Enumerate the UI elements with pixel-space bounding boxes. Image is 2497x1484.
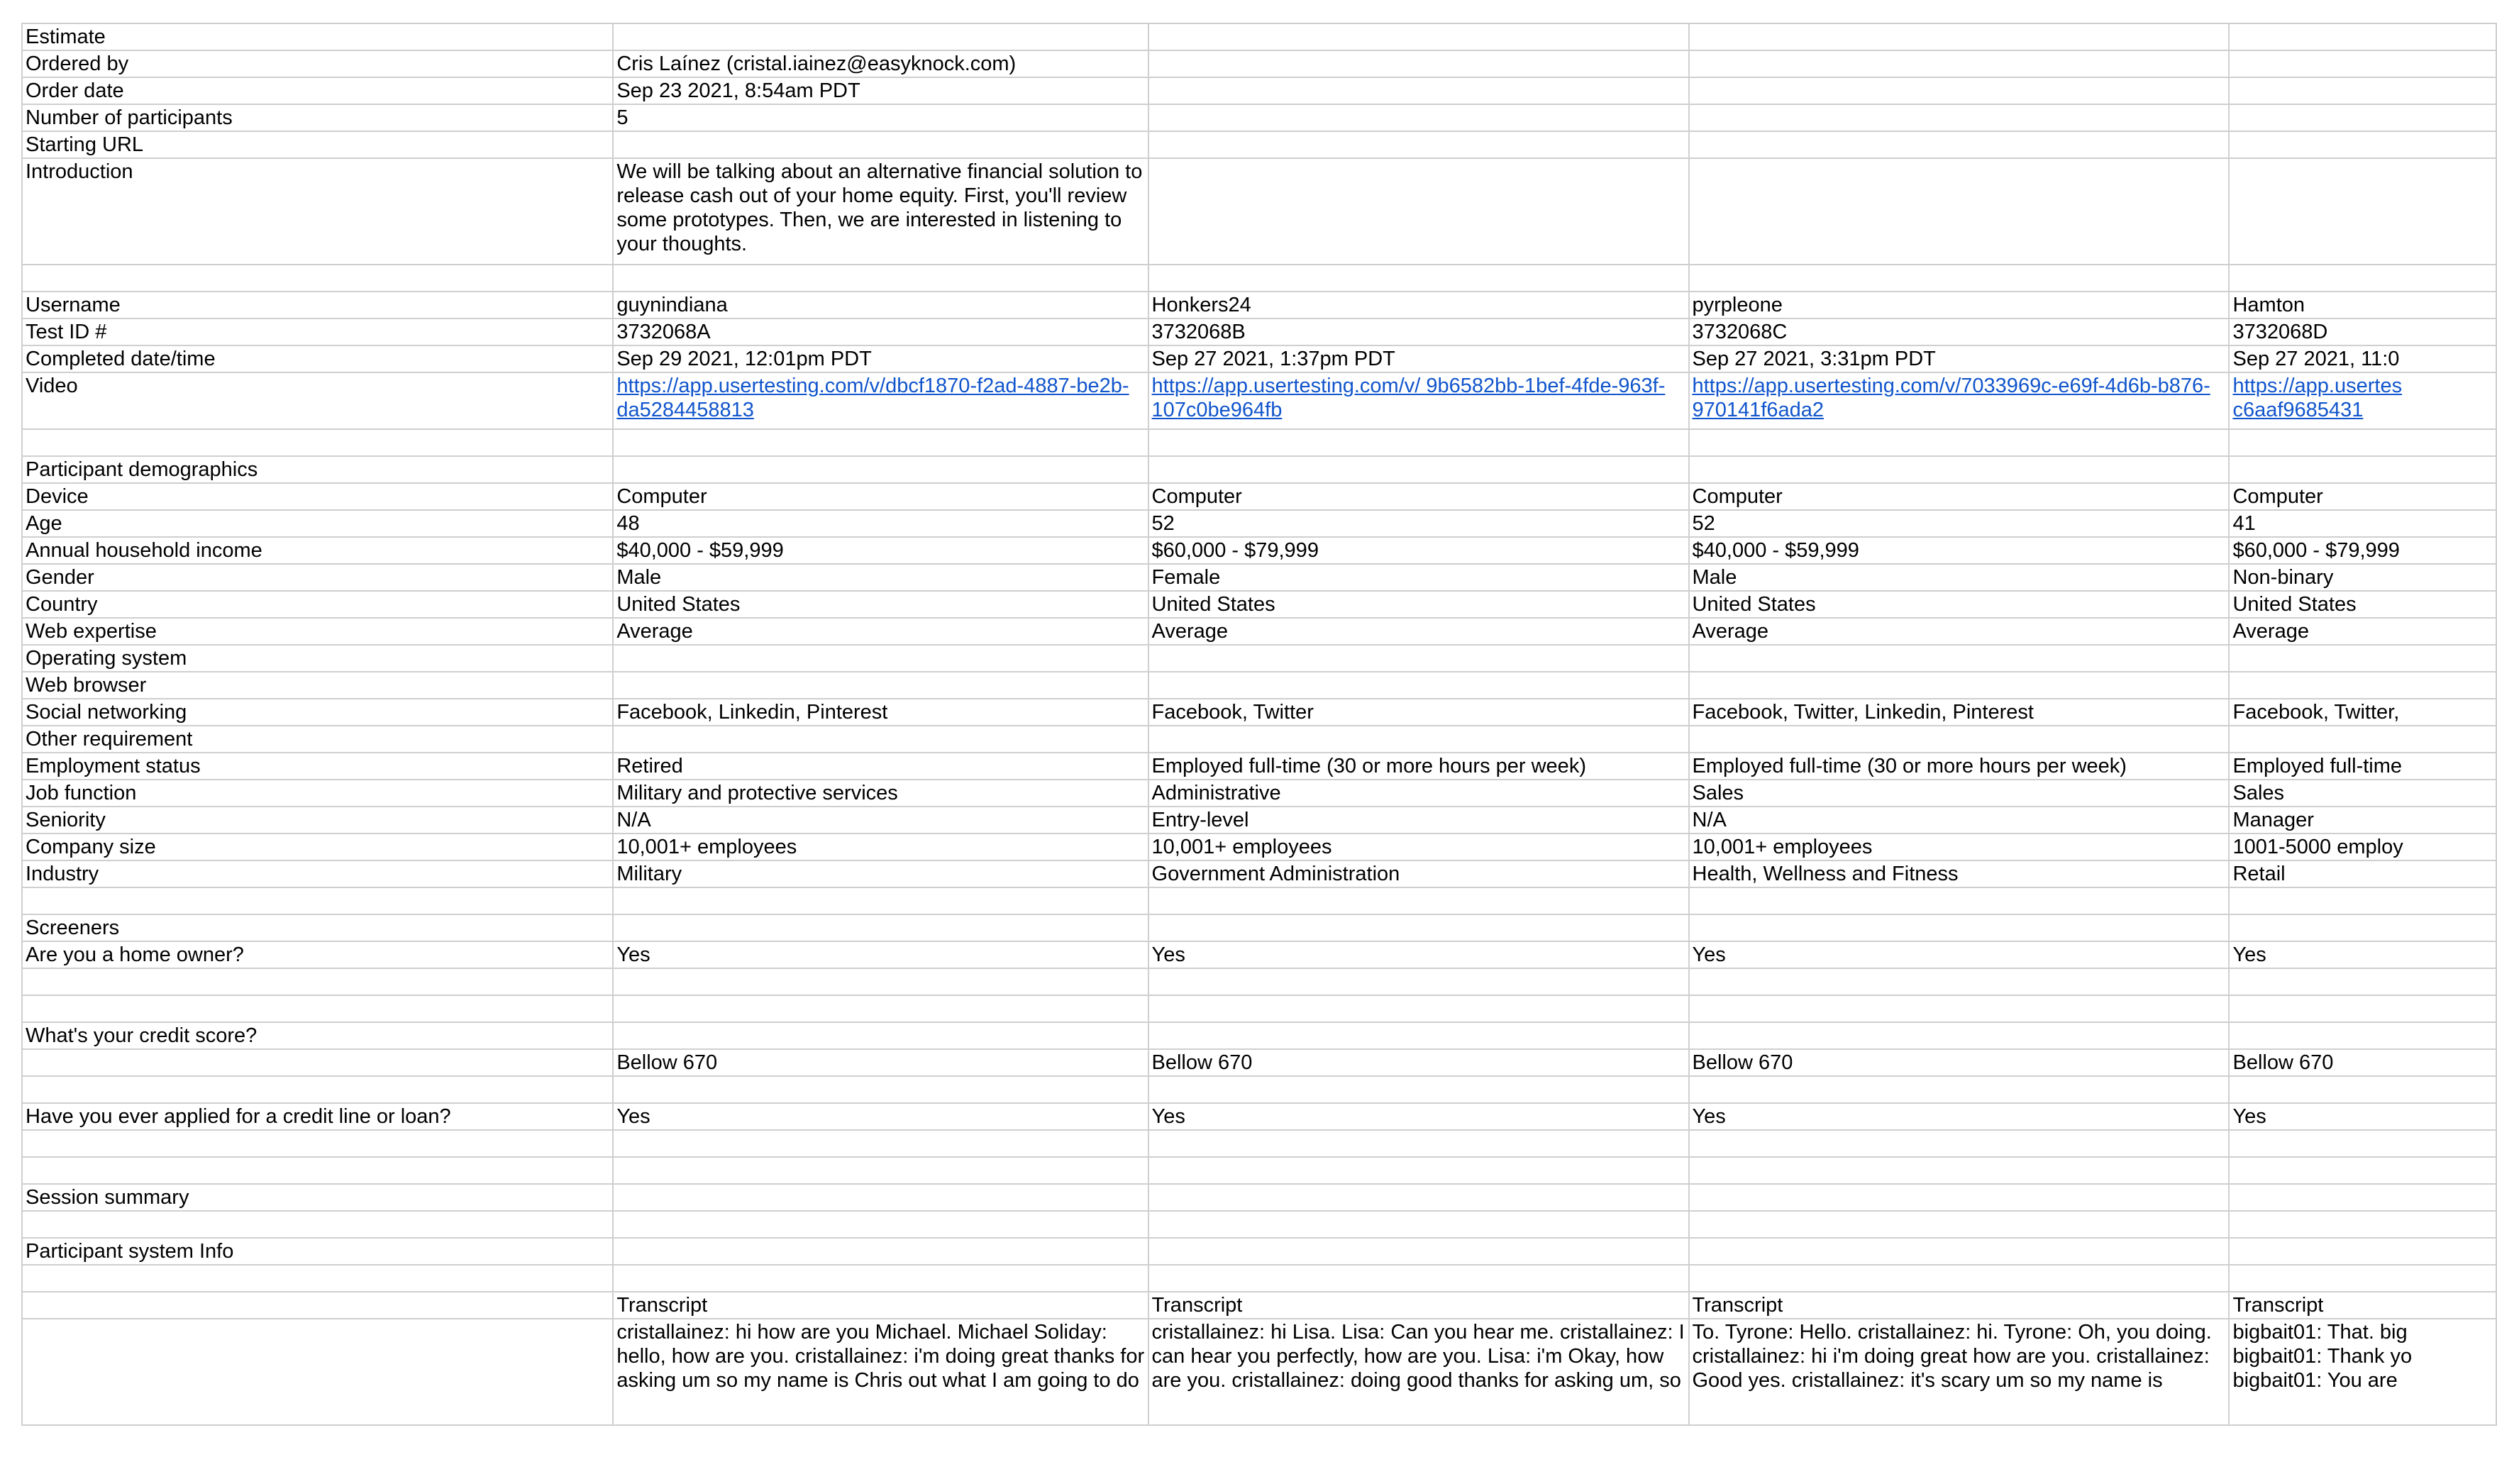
value-cell[interactable]: Bellow 670 bbox=[2229, 1049, 2496, 1076]
sheet-body bbox=[22, 23, 2496, 1425]
value-cell[interactable] bbox=[1148, 672, 1689, 699]
sheet-row bbox=[22, 1238, 2496, 1265]
value-cell[interactable]: 41 bbox=[2229, 510, 2496, 537]
row-label-cell[interactable]: Participant demographics bbox=[22, 456, 613, 483]
sheet-row bbox=[22, 456, 2496, 483]
value-cell[interactable] bbox=[2229, 887, 2496, 914]
value-cell[interactable] bbox=[1148, 131, 1689, 158]
value-cell[interactable] bbox=[613, 887, 1148, 914]
value-cell[interactable]: Sep 27 2021, 3:31pm PDT bbox=[1689, 345, 2230, 372]
sheet-row bbox=[22, 834, 2496, 860]
row-label-cell[interactable]: Other requirement bbox=[22, 726, 613, 753]
value-cell[interactable]: Bellow 670 bbox=[1148, 1049, 1689, 1076]
video-link[interactable]: https://app.usertesting.com/v/ 9b6582bb-1bef-4fde-963f-107c0be964fb bbox=[1151, 375, 1666, 421]
value-cell[interactable] bbox=[1689, 1211, 2230, 1238]
value-cell[interactable]: 52 bbox=[1148, 510, 1689, 537]
value-cell[interactable] bbox=[2229, 1130, 2496, 1157]
value-cell[interactable]: We will be talking about an alternative financial solution to release cash out of your home equity. First, you'll review some prototypes. Then, we are interested in listening to your thoughts. bbox=[613, 158, 1148, 265]
value-cell[interactable] bbox=[1148, 645, 1689, 672]
sheet-row bbox=[22, 265, 2496, 292]
sheet-row bbox=[22, 995, 2496, 1022]
value-cell[interactable]: 10,001+ employees bbox=[613, 834, 1148, 860]
sheet-row bbox=[22, 77, 2496, 104]
value-cell[interactable]: Yes bbox=[613, 941, 1148, 968]
value-cell[interactable] bbox=[1689, 131, 2230, 158]
spreadsheet-grid bbox=[21, 23, 2497, 1426]
value-cell[interactable]: Average bbox=[2229, 618, 2496, 645]
row-label-cell[interactable]: Are you a home owner? bbox=[22, 941, 613, 968]
row-label-cell[interactable]: Operating system bbox=[22, 645, 613, 672]
value-cell[interactable]: 3732068A bbox=[613, 319, 1148, 345]
sheet-row bbox=[22, 292, 2496, 319]
row-label-cell[interactable]: Social networking bbox=[22, 699, 613, 726]
value-cell[interactable]: Average bbox=[1689, 618, 2230, 645]
value-cell[interactable] bbox=[1148, 265, 1689, 292]
value-cell[interactable] bbox=[1689, 914, 2230, 941]
video-link-cell[interactable] bbox=[1148, 372, 1689, 429]
value-cell[interactable]: Computer bbox=[613, 483, 1148, 510]
sheet-row bbox=[22, 23, 2496, 50]
sheet-row bbox=[22, 104, 2496, 131]
value-cell[interactable]: Yes bbox=[2229, 941, 2496, 968]
value-cell[interactable]: Employed full-time bbox=[2229, 753, 2496, 780]
value-cell[interactable] bbox=[1689, 50, 2230, 77]
value-cell[interactable]: $40,000 - $59,999 bbox=[613, 537, 1148, 564]
value-cell[interactable] bbox=[613, 265, 1148, 292]
video-link[interactable]: https://app.usertes c6aaf9685431 bbox=[2232, 375, 2403, 421]
value-cell[interactable]: Facebook, Twitter, Linkedin, Pinterest bbox=[1689, 699, 2230, 726]
value-cell[interactable] bbox=[2229, 1211, 2496, 1238]
value-cell[interactable] bbox=[1689, 456, 2230, 483]
value-cell[interactable] bbox=[1148, 995, 1689, 1022]
value-cell[interactable]: bigbait01: That. big bigbait01: Thank yo bigbait01: You are bbox=[2229, 1319, 2496, 1425]
value-cell[interactable] bbox=[2229, 914, 2496, 941]
sheet-row bbox=[22, 537, 2496, 564]
value-cell[interactable]: Average bbox=[613, 618, 1148, 645]
value-cell[interactable] bbox=[1689, 968, 2230, 995]
sheet-row bbox=[22, 645, 2496, 672]
row-label-cell[interactable]: Estimate bbox=[22, 23, 613, 50]
value-cell[interactable]: United States bbox=[1689, 591, 2230, 618]
value-cell[interactable] bbox=[2229, 1184, 2496, 1211]
value-cell[interactable] bbox=[613, 1076, 1148, 1103]
value-cell[interactable] bbox=[613, 429, 1148, 456]
sheet-row bbox=[22, 807, 2496, 834]
value-cell[interactable] bbox=[2229, 23, 2496, 50]
sheet-row bbox=[22, 1211, 2496, 1238]
value-cell[interactable] bbox=[1148, 158, 1689, 265]
value-cell[interactable] bbox=[2229, 1022, 2496, 1049]
row-label-cell[interactable]: Introduction bbox=[22, 158, 613, 265]
row-label-cell[interactable]: Country bbox=[22, 591, 613, 618]
row-label-cell[interactable] bbox=[22, 429, 613, 456]
sheet-row bbox=[22, 753, 2496, 780]
row-label-cell[interactable] bbox=[22, 968, 613, 995]
value-cell[interactable] bbox=[1148, 456, 1689, 483]
value-cell[interactable] bbox=[613, 914, 1148, 941]
value-cell[interactable]: To. Tyrone: Hello. cristallainez: hi. Tyrone: Oh, you doing. cristallainez: hi i'm doing great how are you. cristallainez: Good yes. cristallainez: it's scary um so my name is bbox=[1689, 1319, 2230, 1425]
value-cell[interactable] bbox=[1689, 158, 2230, 265]
value-cell[interactable] bbox=[2229, 1238, 2496, 1265]
value-cell[interactable]: Sep 27 2021, 1:37pm PDT bbox=[1148, 345, 1689, 372]
value-cell[interactable] bbox=[1148, 968, 1689, 995]
value-cell[interactable]: Hamton bbox=[2229, 292, 2496, 319]
row-label-cell[interactable]: Ordered by bbox=[22, 50, 613, 77]
value-cell[interactable] bbox=[1148, 1211, 1689, 1238]
row-label-cell[interactable] bbox=[22, 265, 613, 292]
value-cell[interactable] bbox=[2229, 77, 2496, 104]
row-label-cell[interactable]: Username bbox=[22, 292, 613, 319]
row-label-cell[interactable] bbox=[22, 1049, 613, 1076]
sheet-row bbox=[22, 699, 2496, 726]
sheet-row bbox=[22, 158, 2496, 265]
value-cell[interactable] bbox=[1148, 914, 1689, 941]
value-cell[interactable]: Facebook, Linkedin, Pinterest bbox=[613, 699, 1148, 726]
value-cell[interactable]: Transcript bbox=[1148, 1292, 1689, 1319]
value-cell[interactable]: Manager bbox=[2229, 807, 2496, 834]
value-cell[interactable]: Military bbox=[613, 860, 1148, 887]
sheet-row bbox=[22, 1319, 2496, 1425]
value-cell[interactable] bbox=[613, 1211, 1148, 1238]
value-cell[interactable] bbox=[1689, 265, 2230, 292]
value-cell[interactable]: Sep 23 2021, 8:54am PDT bbox=[613, 77, 1148, 104]
value-cell[interactable]: $60,000 - $79,999 bbox=[2229, 537, 2496, 564]
value-cell[interactable]: N/A bbox=[1689, 807, 2230, 834]
sheet-row bbox=[22, 510, 2496, 537]
sheet-row bbox=[22, 1103, 2496, 1130]
row-label-cell[interactable] bbox=[22, 1265, 613, 1292]
value-cell[interactable] bbox=[1148, 1238, 1689, 1265]
value-cell[interactable] bbox=[1148, 1130, 1689, 1157]
value-cell[interactable] bbox=[2229, 429, 2496, 456]
sheet-row bbox=[22, 1184, 2496, 1211]
value-cell[interactable] bbox=[2229, 456, 2496, 483]
value-cell[interactable] bbox=[2229, 104, 2496, 131]
value-cell[interactable] bbox=[613, 131, 1148, 158]
value-cell[interactable] bbox=[613, 1265, 1148, 1292]
value-cell[interactable]: Employed full-time (30 or more hours per week) bbox=[1148, 753, 1689, 780]
value-cell[interactable]: Sep 29 2021, 12:01pm PDT bbox=[613, 345, 1148, 372]
value-cell[interactable]: 10,001+ employees bbox=[1148, 834, 1689, 860]
value-cell[interactable]: N/A bbox=[613, 807, 1148, 834]
row-label-cell[interactable]: Web expertise bbox=[22, 618, 613, 645]
value-cell[interactable]: Yes bbox=[1689, 941, 2230, 968]
value-cell[interactable]: 5 bbox=[613, 104, 1148, 131]
value-cell[interactable] bbox=[2229, 131, 2496, 158]
value-cell[interactable]: Honkers24 bbox=[1148, 292, 1689, 319]
value-cell[interactable]: Computer bbox=[1689, 483, 2230, 510]
value-cell[interactable] bbox=[613, 645, 1148, 672]
value-cell[interactable]: Sep 27 2021, 11:0 bbox=[2229, 345, 2496, 372]
sheet-row bbox=[22, 564, 2496, 591]
sheet-row bbox=[22, 1292, 2496, 1319]
value-cell[interactable] bbox=[1148, 23, 1689, 50]
value-cell[interactable] bbox=[613, 726, 1148, 753]
value-cell[interactable] bbox=[2229, 50, 2496, 77]
value-cell[interactable]: 10,001+ employees bbox=[1689, 834, 2230, 860]
value-cell[interactable] bbox=[613, 1022, 1148, 1049]
value-cell[interactable] bbox=[1148, 887, 1689, 914]
video-link[interactable]: https://app.usertesting.com/v/dbcf1870-f2ad-4887-be2b-da5284458813 bbox=[616, 375, 1129, 421]
row-label-cell[interactable]: Completed date/time bbox=[22, 345, 613, 372]
row-label-cell[interactable]: Job function bbox=[22, 780, 613, 807]
row-label-cell[interactable] bbox=[22, 995, 613, 1022]
row-label-cell[interactable] bbox=[22, 1076, 613, 1103]
row-label-cell[interactable]: Company size bbox=[22, 834, 613, 860]
value-cell[interactable]: 1001-5000 employ bbox=[2229, 834, 2496, 860]
row-label-cell[interactable]: Gender bbox=[22, 564, 613, 591]
row-label-cell[interactable]: Have you ever applied for a credit line or loan? bbox=[22, 1103, 613, 1130]
value-cell[interactable]: Computer bbox=[1148, 483, 1689, 510]
sheet-row bbox=[22, 1049, 2496, 1076]
value-cell[interactable] bbox=[613, 1130, 1148, 1157]
value-cell[interactable]: Male bbox=[1689, 564, 2230, 591]
value-cell[interactable] bbox=[613, 1157, 1148, 1184]
row-label-cell[interactable]: Number of participants bbox=[22, 104, 613, 131]
value-cell[interactable] bbox=[613, 968, 1148, 995]
row-label-cell[interactable]: Seniority bbox=[22, 807, 613, 834]
value-cell[interactable] bbox=[1689, 726, 2230, 753]
value-cell[interactable]: cristallainez: hi Lisa. Lisa: Can you hear me. cristallainez: I can hear you perfectly, how are you. Lisa: i'm Okay, how are you. cristallainez: doing good thanks for asking um, so bbox=[1148, 1319, 1689, 1425]
row-label-cell[interactable] bbox=[22, 1157, 613, 1184]
value-cell[interactable]: Military and protective services bbox=[613, 780, 1148, 807]
value-cell[interactable] bbox=[2229, 158, 2496, 265]
value-cell[interactable]: 3732068B bbox=[1148, 319, 1689, 345]
value-cell[interactable] bbox=[1148, 1076, 1689, 1103]
row-label-cell[interactable]: Web browser bbox=[22, 672, 613, 699]
value-cell[interactable]: Yes bbox=[613, 1103, 1148, 1130]
value-cell[interactable] bbox=[2229, 1265, 2496, 1292]
value-cell[interactable]: Yes bbox=[1689, 1103, 2230, 1130]
row-label-cell[interactable]: Industry bbox=[22, 860, 613, 887]
sheet-row bbox=[22, 1022, 2496, 1049]
value-cell[interactable]: Employed full-time (30 or more hours per week) bbox=[1689, 753, 2230, 780]
value-cell[interactable] bbox=[1148, 77, 1689, 104]
value-cell[interactable]: Bellow 670 bbox=[613, 1049, 1148, 1076]
value-cell[interactable] bbox=[613, 672, 1148, 699]
value-cell[interactable]: Facebook, Twitter bbox=[1148, 699, 1689, 726]
row-label-cell[interactable]: Session summary bbox=[22, 1184, 613, 1211]
value-cell[interactable] bbox=[2229, 1157, 2496, 1184]
value-cell[interactable] bbox=[1689, 77, 2230, 104]
value-cell[interactable]: cristallainez: hi how are you Michael. Michael Soliday: hello, how are you. cristallainez: i'm doing great thanks for asking um so my name is Chris out what I am going to do bbox=[613, 1319, 1148, 1425]
row-label-cell[interactable]: Test ID # bbox=[22, 319, 613, 345]
value-cell[interactable] bbox=[2229, 726, 2496, 753]
value-cell[interactable] bbox=[2229, 672, 2496, 699]
value-cell[interactable] bbox=[1148, 1022, 1689, 1049]
value-cell[interactable] bbox=[1148, 50, 1689, 77]
value-cell[interactable]: Government Administration bbox=[1148, 860, 1689, 887]
sheet-row bbox=[22, 887, 2496, 914]
value-cell[interactable] bbox=[1689, 1130, 2230, 1157]
value-cell[interactable]: Sales bbox=[1689, 780, 2230, 807]
value-cell[interactable] bbox=[2229, 995, 2496, 1022]
value-cell[interactable] bbox=[613, 23, 1148, 50]
value-cell[interactable] bbox=[613, 995, 1148, 1022]
value-cell[interactable]: Entry-level bbox=[1148, 807, 1689, 834]
sheet-row bbox=[22, 1157, 2496, 1184]
row-label-cell[interactable]: Video bbox=[22, 372, 613, 429]
row-label-cell[interactable]: Starting URL bbox=[22, 131, 613, 158]
value-cell[interactable] bbox=[1148, 104, 1689, 131]
value-cell[interactable] bbox=[1689, 429, 2230, 456]
value-cell[interactable] bbox=[2229, 968, 2496, 995]
sheet-row bbox=[22, 345, 2496, 372]
value-cell[interactable] bbox=[2229, 645, 2496, 672]
row-label-cell[interactable] bbox=[22, 1130, 613, 1157]
sheet-row bbox=[22, 914, 2496, 941]
value-cell[interactable]: United States bbox=[2229, 591, 2496, 618]
value-cell[interactable] bbox=[613, 1238, 1148, 1265]
row-label-cell[interactable]: What's your credit score? bbox=[22, 1022, 613, 1049]
value-cell[interactable]: Transcript bbox=[613, 1292, 1148, 1319]
value-cell[interactable] bbox=[1689, 23, 2230, 50]
value-cell[interactable] bbox=[613, 456, 1148, 483]
value-cell[interactable]: Health, Wellness and Fitness bbox=[1689, 860, 2230, 887]
row-label-cell[interactable]: Screeners bbox=[22, 914, 613, 941]
value-cell[interactable]: Non-binary bbox=[2229, 564, 2496, 591]
value-cell[interactable]: Retail bbox=[2229, 860, 2496, 887]
value-cell[interactable] bbox=[1689, 995, 2230, 1022]
row-label-cell[interactable]: Employment status bbox=[22, 753, 613, 780]
value-cell[interactable]: United States bbox=[613, 591, 1148, 618]
value-cell[interactable]: Retired bbox=[613, 753, 1148, 780]
value-cell[interactable]: guynindiana bbox=[613, 292, 1148, 319]
sheet-row bbox=[22, 968, 2496, 995]
sheet-row bbox=[22, 672, 2496, 699]
row-label-cell[interactable]: Annual household income bbox=[22, 537, 613, 564]
row-label-cell[interactable] bbox=[22, 1319, 613, 1425]
sheet-row bbox=[22, 131, 2496, 158]
video-link[interactable]: https://app.usertesting.com/v/7033969c-e69f-4d6b-b876-970141f6ada2 bbox=[1692, 375, 2210, 421]
value-cell[interactable]: pyrpleone bbox=[1689, 292, 2230, 319]
video-link-cell[interactable] bbox=[2229, 372, 2496, 429]
video-link-cell[interactable] bbox=[613, 372, 1148, 429]
sheet-row bbox=[22, 319, 2496, 345]
value-cell[interactable] bbox=[1689, 672, 2230, 699]
value-cell[interactable]: 52 bbox=[1689, 510, 2230, 537]
value-cell[interactable]: 3732068C bbox=[1689, 319, 2230, 345]
row-label-cell[interactable] bbox=[22, 887, 613, 914]
value-cell[interactable]: Yes bbox=[2229, 1103, 2496, 1130]
sheet-row bbox=[22, 591, 2496, 618]
value-cell[interactable] bbox=[1148, 1184, 1689, 1211]
sheet-row bbox=[22, 1265, 2496, 1292]
value-cell[interactable]: Yes bbox=[1148, 941, 1689, 968]
value-cell[interactable] bbox=[1148, 1265, 1689, 1292]
sheet-row bbox=[22, 429, 2496, 456]
value-cell[interactable]: 48 bbox=[613, 510, 1148, 537]
value-cell[interactable] bbox=[1689, 1265, 2230, 1292]
value-cell[interactable]: Facebook, Twitter, bbox=[2229, 699, 2496, 726]
value-cell[interactable] bbox=[1148, 429, 1689, 456]
sheet-row bbox=[22, 618, 2496, 645]
value-cell[interactable]: Female bbox=[1148, 564, 1689, 591]
value-cell[interactable]: Cris Laínez (cristal.iainez@easyknock.com) bbox=[613, 50, 1148, 77]
value-cell[interactable] bbox=[1689, 645, 2230, 672]
value-cell[interactable]: Yes bbox=[1148, 1103, 1689, 1130]
row-label-cell[interactable]: Participant system Info bbox=[22, 1238, 613, 1265]
value-cell[interactable] bbox=[2229, 265, 2496, 292]
value-cell[interactable] bbox=[1689, 1184, 2230, 1211]
sheet-row bbox=[22, 1076, 2496, 1103]
value-cell[interactable]: Computer bbox=[2229, 483, 2496, 510]
value-cell[interactable]: Average bbox=[1148, 618, 1689, 645]
row-label-cell[interactable] bbox=[22, 1292, 613, 1319]
value-cell[interactable]: Bellow 670 bbox=[1689, 1049, 2230, 1076]
value-cell[interactable] bbox=[1689, 1076, 2230, 1103]
sheet-row bbox=[22, 1130, 2496, 1157]
value-cell[interactable] bbox=[1148, 726, 1689, 753]
sheet-row bbox=[22, 50, 2496, 77]
value-cell[interactable] bbox=[1689, 1238, 2230, 1265]
value-cell[interactable]: Transcript bbox=[1689, 1292, 2230, 1319]
sheet-row bbox=[22, 483, 2496, 510]
value-cell[interactable]: Transcript bbox=[2229, 1292, 2496, 1319]
value-cell[interactable]: $60,000 - $79,999 bbox=[1148, 537, 1689, 564]
sheet-row bbox=[22, 726, 2496, 753]
value-cell[interactable] bbox=[1689, 1157, 2230, 1184]
sheet-row bbox=[22, 372, 2496, 429]
row-label-cell[interactable]: Age bbox=[22, 510, 613, 537]
row-label-cell[interactable]: Order date bbox=[22, 77, 613, 104]
value-cell[interactable]: Administrative bbox=[1148, 780, 1689, 807]
value-cell[interactable]: 3732068D bbox=[2229, 319, 2496, 345]
value-cell[interactable] bbox=[1689, 887, 2230, 914]
value-cell[interactable] bbox=[613, 1184, 1148, 1211]
value-cell[interactable] bbox=[1689, 1022, 2230, 1049]
value-cell[interactable]: United States bbox=[1148, 591, 1689, 618]
value-cell[interactable] bbox=[2229, 1076, 2496, 1103]
row-label-cell[interactable]: Device bbox=[22, 483, 613, 510]
video-link-cell[interactable] bbox=[1689, 372, 2230, 429]
value-cell[interactable]: Sales bbox=[2229, 780, 2496, 807]
row-label-cell[interactable] bbox=[22, 1211, 613, 1238]
value-cell[interactable]: Male bbox=[613, 564, 1148, 591]
value-cell[interactable] bbox=[1148, 1157, 1689, 1184]
value-cell[interactable] bbox=[1689, 104, 2230, 131]
sheet-row bbox=[22, 941, 2496, 968]
sheet-row bbox=[22, 780, 2496, 807]
sheet-row bbox=[22, 860, 2496, 887]
value-cell[interactable]: $40,000 - $59,999 bbox=[1689, 537, 2230, 564]
